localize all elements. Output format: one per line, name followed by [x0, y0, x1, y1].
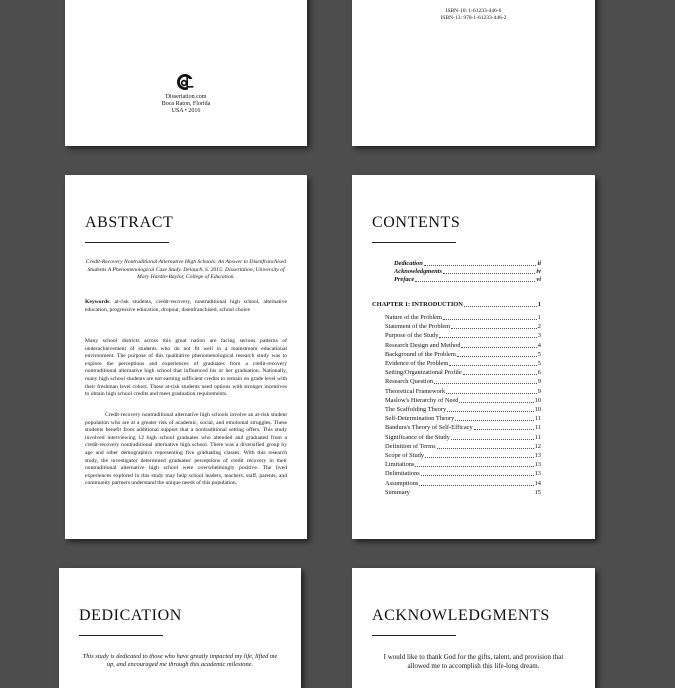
toc-entry[interactable] — [385, 332, 541, 340]
toc-label: The Scaffolding Theory — [385, 406, 447, 413]
heading-rule — [372, 635, 456, 636]
toc-page: 13 — [534, 470, 541, 478]
toc-label: Evidence of the Problem — [385, 360, 449, 367]
toc-label: Purpose of the Study — [385, 332, 439, 340]
toc-label: Acknowledgments — [394, 268, 442, 275]
dissertation-com-logo-icon — [176, 73, 194, 91]
toc-entry[interactable] — [385, 342, 541, 350]
keywords-list: : at-risk students, credit-recovery, nontraditional high school, alternative education, progressive education, dropout, disenfranchised, school choice — [85, 299, 287, 313]
isbn-13: ISBN-13: 978-1-61233-446-2 — [440, 15, 507, 21]
toc-leader — [451, 439, 534, 440]
toc-entry-dedication[interactable] — [394, 260, 541, 268]
toc-entry[interactable] — [385, 351, 541, 359]
contents-heading: CONTENTS — [372, 214, 461, 231]
toc-label: Theoretical Framework — [385, 387, 446, 395]
toc-label: Dedication — [394, 260, 423, 267]
abstract-paragraph-1: Many school districts across this great nation are facing serious patterns of underachievement of students who do not fit well in a mainstream educational environment. The purpose of this qualitative phenomenological research study was to explore the perceptions and experiences of graduates from a credit-recovery nontraditional alternative high school that influenced his or her graduation. Nationally, many high school students are not earning sufficient credits to remain on grade level with their freshman level cohort. These at-risk students need options with stronger incentives to obtain high school credits and meet graduation requirements. — [85, 338, 287, 398]
toc-label: Scope of Study — [385, 452, 425, 459]
toc-page: 9 — [537, 378, 541, 386]
toc-entry[interactable] — [385, 388, 541, 396]
toc-page: 1 — [537, 301, 541, 308]
toc-entry[interactable] — [385, 369, 541, 377]
toc-page: 1 — [537, 314, 541, 321]
acknowledgments-page — [352, 568, 595, 688]
toc-entry[interactable] — [385, 443, 541, 451]
toc-leader — [464, 306, 537, 307]
publisher-name: Dissertation.com — [165, 94, 207, 100]
toc-leader — [474, 429, 534, 430]
abstract-citation: Credit-Recovery Nontraditional Alternative High Schools: An Answer to Disenfranchised Students A Phenomenological Case Study. Delouch, S. 2015: Dissertation, University of Mary Hardin-Baylor, College of Education. — [85, 259, 287, 281]
abstract-page — [65, 175, 307, 539]
toc-entry[interactable] — [385, 378, 541, 386]
toc-page: 4 — [537, 341, 541, 349]
isbn-block — [352, 8, 595, 22]
heading-rule — [372, 242, 456, 243]
dedication-heading: DEDICATION — [79, 607, 182, 624]
toc-leader — [447, 411, 533, 412]
toc-page: 11 — [534, 433, 541, 441]
toc-label: Delimitations — [385, 470, 420, 478]
publisher-country-year: USA • 2016 — [171, 108, 201, 114]
toc-label: Setting/Organizational Profile — [385, 369, 462, 377]
toc-entry[interactable] — [385, 461, 541, 469]
toc-label: Bandura's Theory of Self-Efficacy — [385, 424, 473, 432]
acknowledgments-heading: ACKNOWLEDGMENTS — [372, 607, 550, 624]
toc-leader — [419, 485, 533, 486]
toc-page: iv — [536, 268, 541, 275]
toc-page: 3 — [537, 332, 541, 340]
toc-page: 12 — [534, 442, 541, 450]
isbn-page — [352, 0, 595, 146]
toc-label: Research Question — [385, 378, 434, 386]
toc-leader — [421, 475, 534, 476]
toc-leader — [449, 365, 536, 366]
toc-label: Nature of the Problem — [385, 314, 442, 321]
toc-label: Statement of the Problem — [385, 323, 451, 331]
toc-page: 13 — [534, 452, 541, 459]
toc-label: Maslow's Hierarchy of Need — [385, 396, 459, 404]
abstract-keywords — [85, 299, 287, 314]
publisher-city: Boca Raton, Florida — [161, 101, 211, 107]
abstract-paragraph-2: Credit-recovery nontraditional alternative high schools involve an at-risk student population who are at a greater risk of academic, social, and emotional struggles. These students benefit from additional support that a nontraditional setting offers. This study involved interviewing 12 high school graduates who attended and graduated from a credit-recovery nontraditional alternative high school. There was a diversified group by age and other demographics representing five graduating classes. With this research study, the investigator determined graduates' perceptions of credit recovery in their nontraditional alternative high school were overwhelmingly positive. The lived experiences explored in this study may help school leaders, teachers, staff, parents, and community partners understand the unique needs of this population. — [85, 412, 287, 487]
toc-entry[interactable] — [385, 424, 541, 432]
toc-label: Significance of the Study — [385, 433, 450, 441]
toc-entry[interactable] — [385, 452, 541, 460]
publisher-page — [65, 0, 307, 146]
toc-label: Assumptions — [385, 479, 419, 487]
toc-leader — [443, 273, 535, 274]
toc-entry-chapter-1[interactable] — [372, 301, 541, 309]
dedication-text: This study is dedicated to those who have greatly impacted my life, lifted me up, and encouraged me through this academic milestone. — [82, 653, 278, 668]
toc-page: 9 — [537, 387, 541, 395]
toc-page: vi — [536, 276, 541, 283]
toc-leader — [434, 383, 537, 384]
toc-entry[interactable] — [385, 434, 541, 442]
toc-entry[interactable] — [385, 415, 541, 423]
toc-label: Definition of Terms — [385, 442, 436, 450]
toc-label: Research Design and Method — [385, 341, 461, 349]
toc-leader — [415, 466, 533, 467]
abstract-heading: ABSTRACT — [85, 214, 174, 231]
toc-page: 10 — [534, 406, 541, 413]
toc-leader — [459, 402, 533, 403]
toc-leader — [455, 420, 534, 421]
toc-page: 10 — [534, 396, 541, 404]
toc-leader — [443, 319, 537, 320]
heading-rule — [79, 635, 163, 636]
publisher-info — [65, 94, 307, 115]
toc-page: 5 — [537, 360, 541, 367]
acknowledgments-text: I would like to thank God for the gifts, talent, and provision that allowed me to accomplish this life-long dream. — [383, 653, 564, 670]
heading-rule — [85, 242, 169, 243]
toc-entry-acknowledgments[interactable] — [394, 268, 541, 276]
dedication-page — [59, 568, 301, 688]
contents-page — [352, 175, 595, 539]
isbn-10: ISBN-10: 1-61233-446-6 — [445, 8, 502, 14]
toc-entry[interactable] — [385, 323, 541, 331]
toc-entry[interactable] — [385, 397, 541, 405]
toc-page: 6 — [537, 369, 541, 377]
toc-leader — [425, 457, 534, 458]
toc-leader — [451, 328, 537, 329]
toc-label: Summary — [385, 488, 410, 496]
toc-page: ii — [537, 260, 541, 267]
toc-leader — [461, 347, 536, 348]
toc-label: Limitations — [385, 461, 415, 469]
toc-leader — [457, 356, 537, 357]
toc-entry[interactable] — [385, 360, 541, 368]
toc-entry[interactable] — [385, 314, 541, 322]
toc-label: CHAPTER 1: INTRODUCTION — [372, 301, 463, 308]
toc-page: 2 — [537, 323, 541, 331]
toc-page: 15 — [534, 488, 541, 496]
toc-entry[interactable] — [385, 480, 541, 488]
toc-page: 14 — [534, 479, 541, 487]
toc-leader — [463, 374, 537, 375]
toc-page: 5 — [537, 350, 541, 358]
toc-leader — [439, 337, 536, 338]
toc-page: 11 — [534, 424, 541, 432]
toc-leader — [446, 393, 537, 394]
toc-page: 13 — [534, 461, 541, 469]
toc-label: Self-Determination Theory — [385, 415, 455, 423]
toc-entry-preface[interactable] — [394, 276, 541, 284]
keywords-label: Keywords — [85, 299, 110, 305]
toc-entry[interactable] — [385, 470, 541, 478]
toc-leader — [424, 265, 537, 266]
toc-page: 11 — [534, 415, 541, 423]
toc-leader — [415, 281, 535, 282]
toc-label: Background of the Problem — [385, 350, 456, 358]
toc-leader — [437, 448, 534, 449]
toc-entry[interactable] — [385, 406, 541, 414]
toc-label: Preface — [394, 276, 415, 283]
toc-entry[interactable] — [385, 489, 541, 497]
